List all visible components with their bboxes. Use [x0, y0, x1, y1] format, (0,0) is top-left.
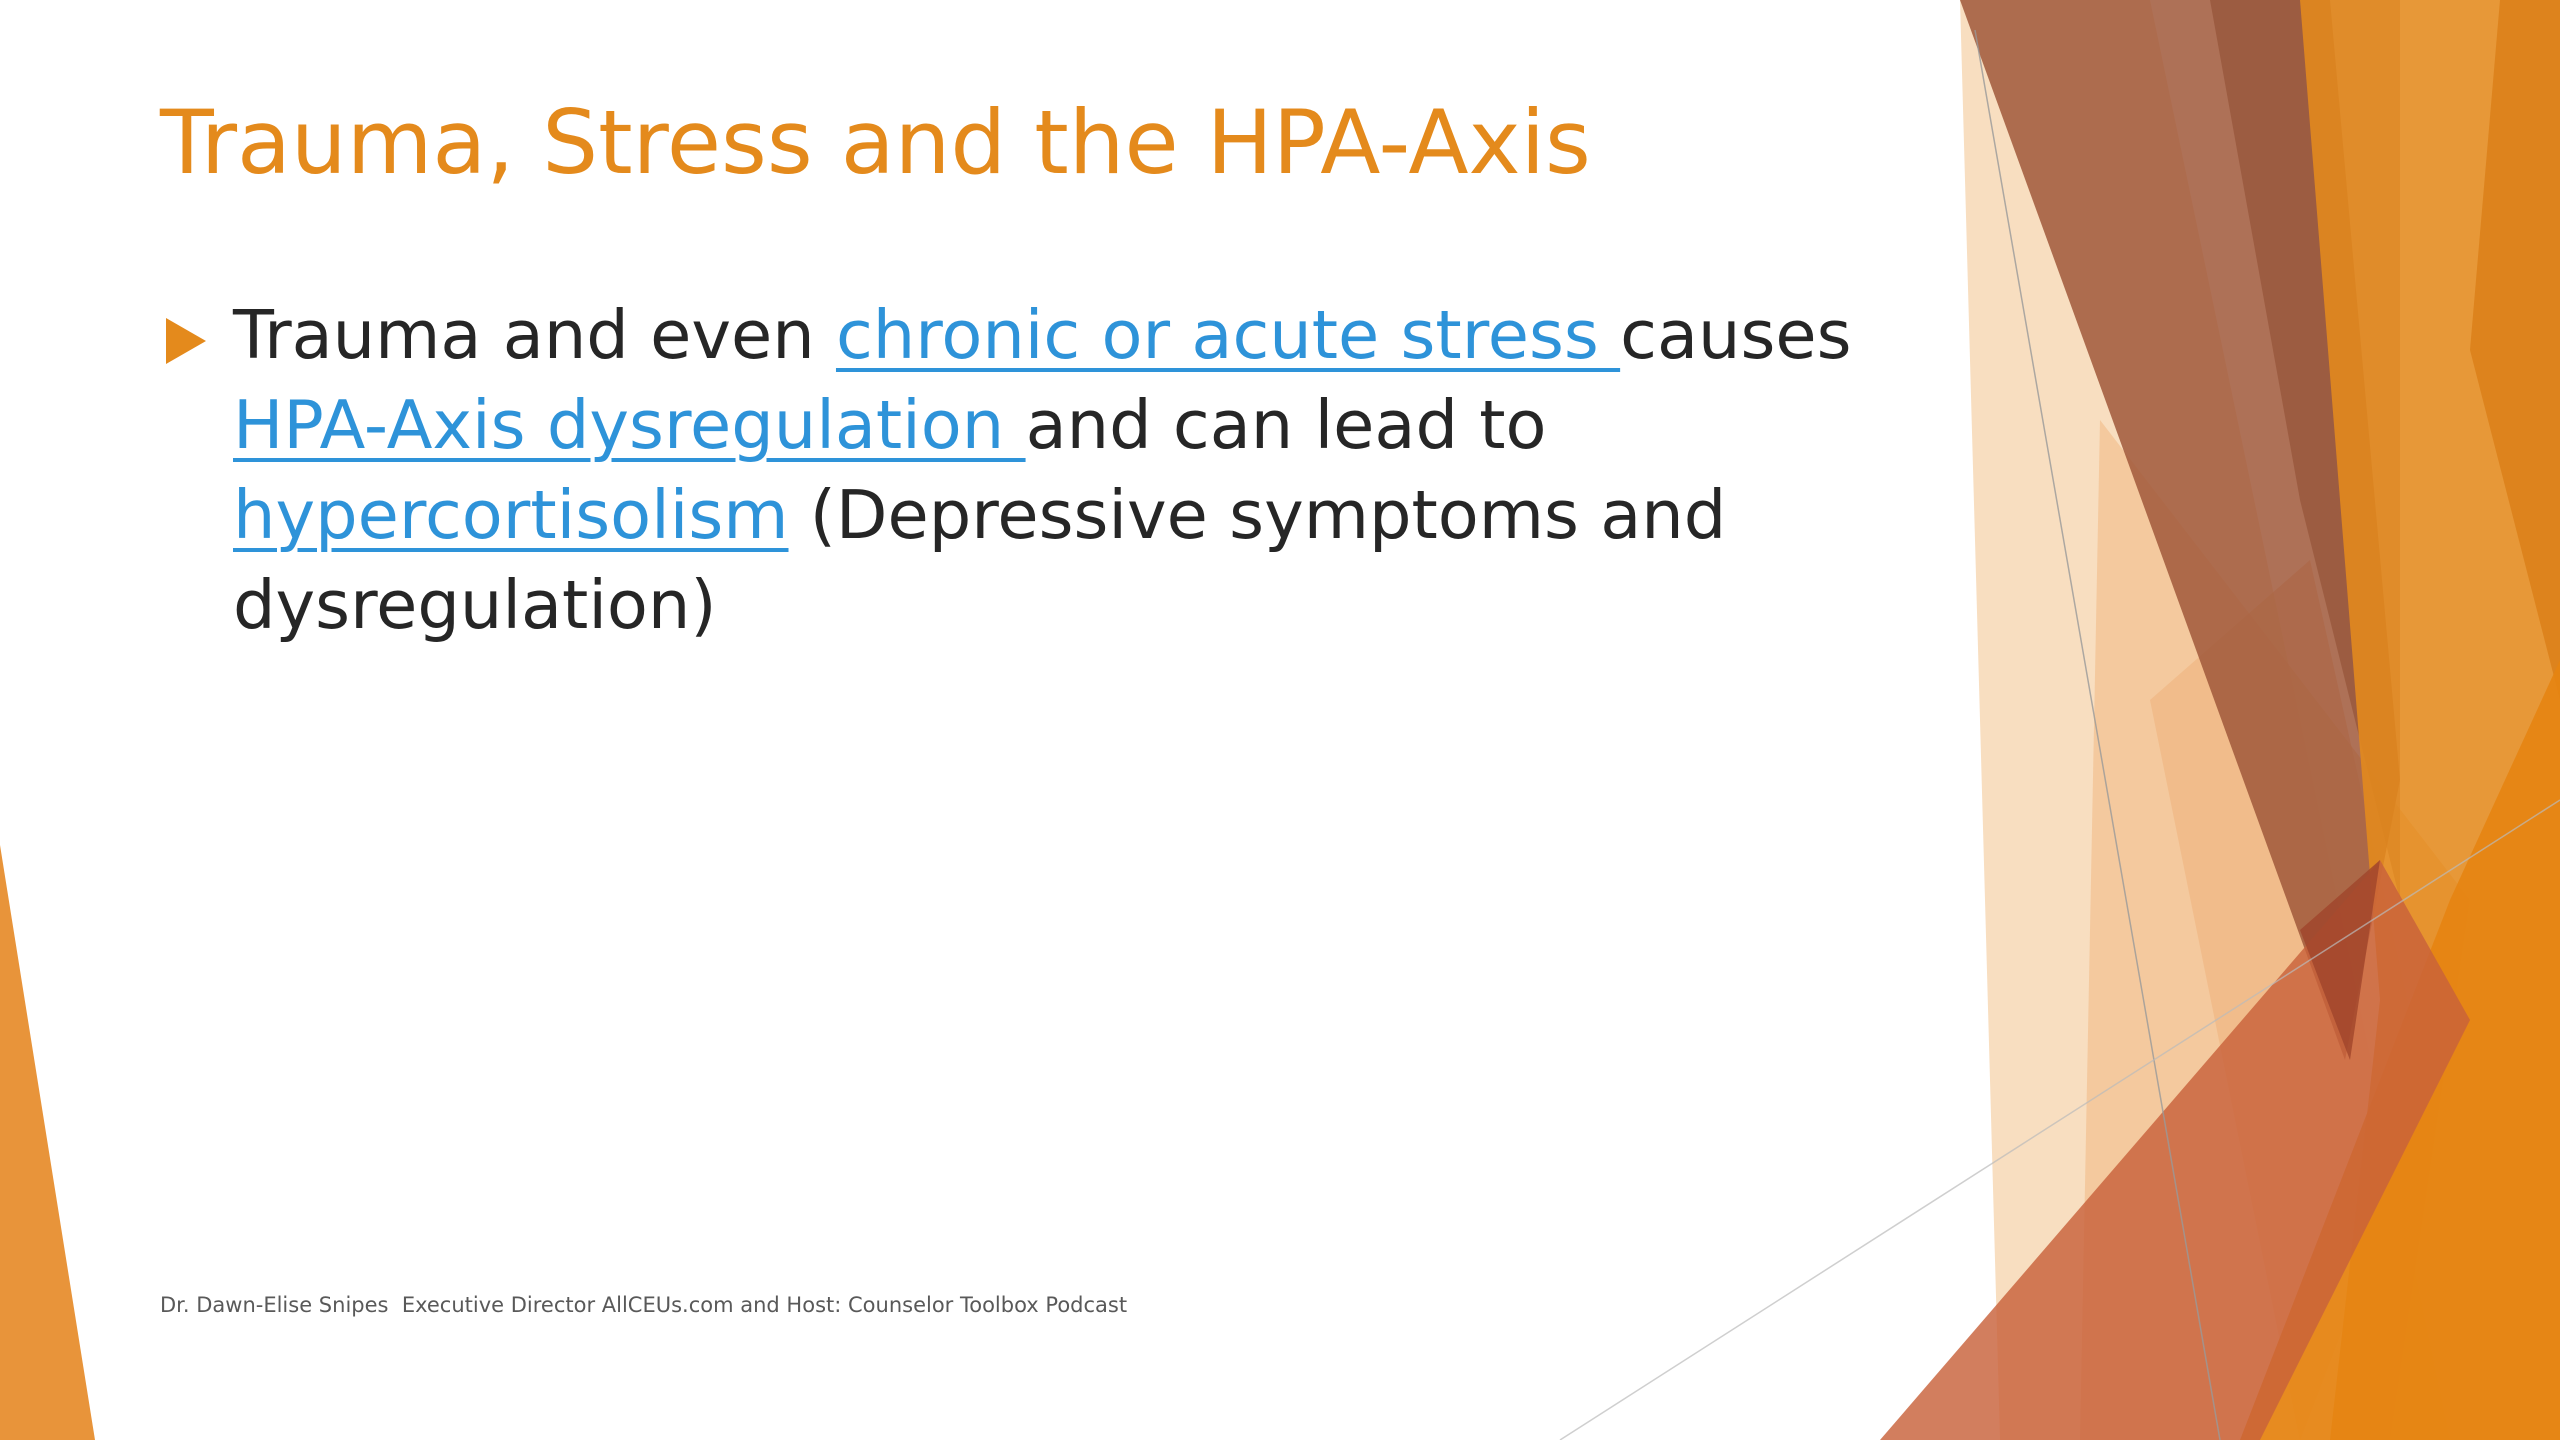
link-chronic-acute-stress[interactable]: chronic or acute stress: [835, 296, 1621, 374]
left-orange-facet: [0, 845, 95, 1440]
link-hpa-axis-dysregulation[interactable]: HPA-Axis dysregulation: [233, 386, 1026, 464]
slide-footer: Dr. Dawn-Elise Snipes Executive Director AllCEUs.com and Host: Counselor Toolbox Podcast: [160, 1293, 1128, 1317]
bullet-text-4: (Depressive symptoms and dysregulation): [233, 476, 1727, 644]
slide-title: Trauma, Stress and the HPA-Axis: [160, 91, 1591, 194]
slide-content: [160, 290, 1860, 650]
bullet-text-2: causes: [1620, 296, 1852, 374]
bullet-text-3: and can lead to: [1025, 386, 1547, 464]
bullet-item: [160, 290, 1860, 650]
bullet-text-1: Trauma and even: [233, 296, 836, 374]
triangle-bullet-icon: [166, 318, 206, 364]
link-hypercortisolism[interactable]: hypercortisolism: [233, 476, 789, 554]
